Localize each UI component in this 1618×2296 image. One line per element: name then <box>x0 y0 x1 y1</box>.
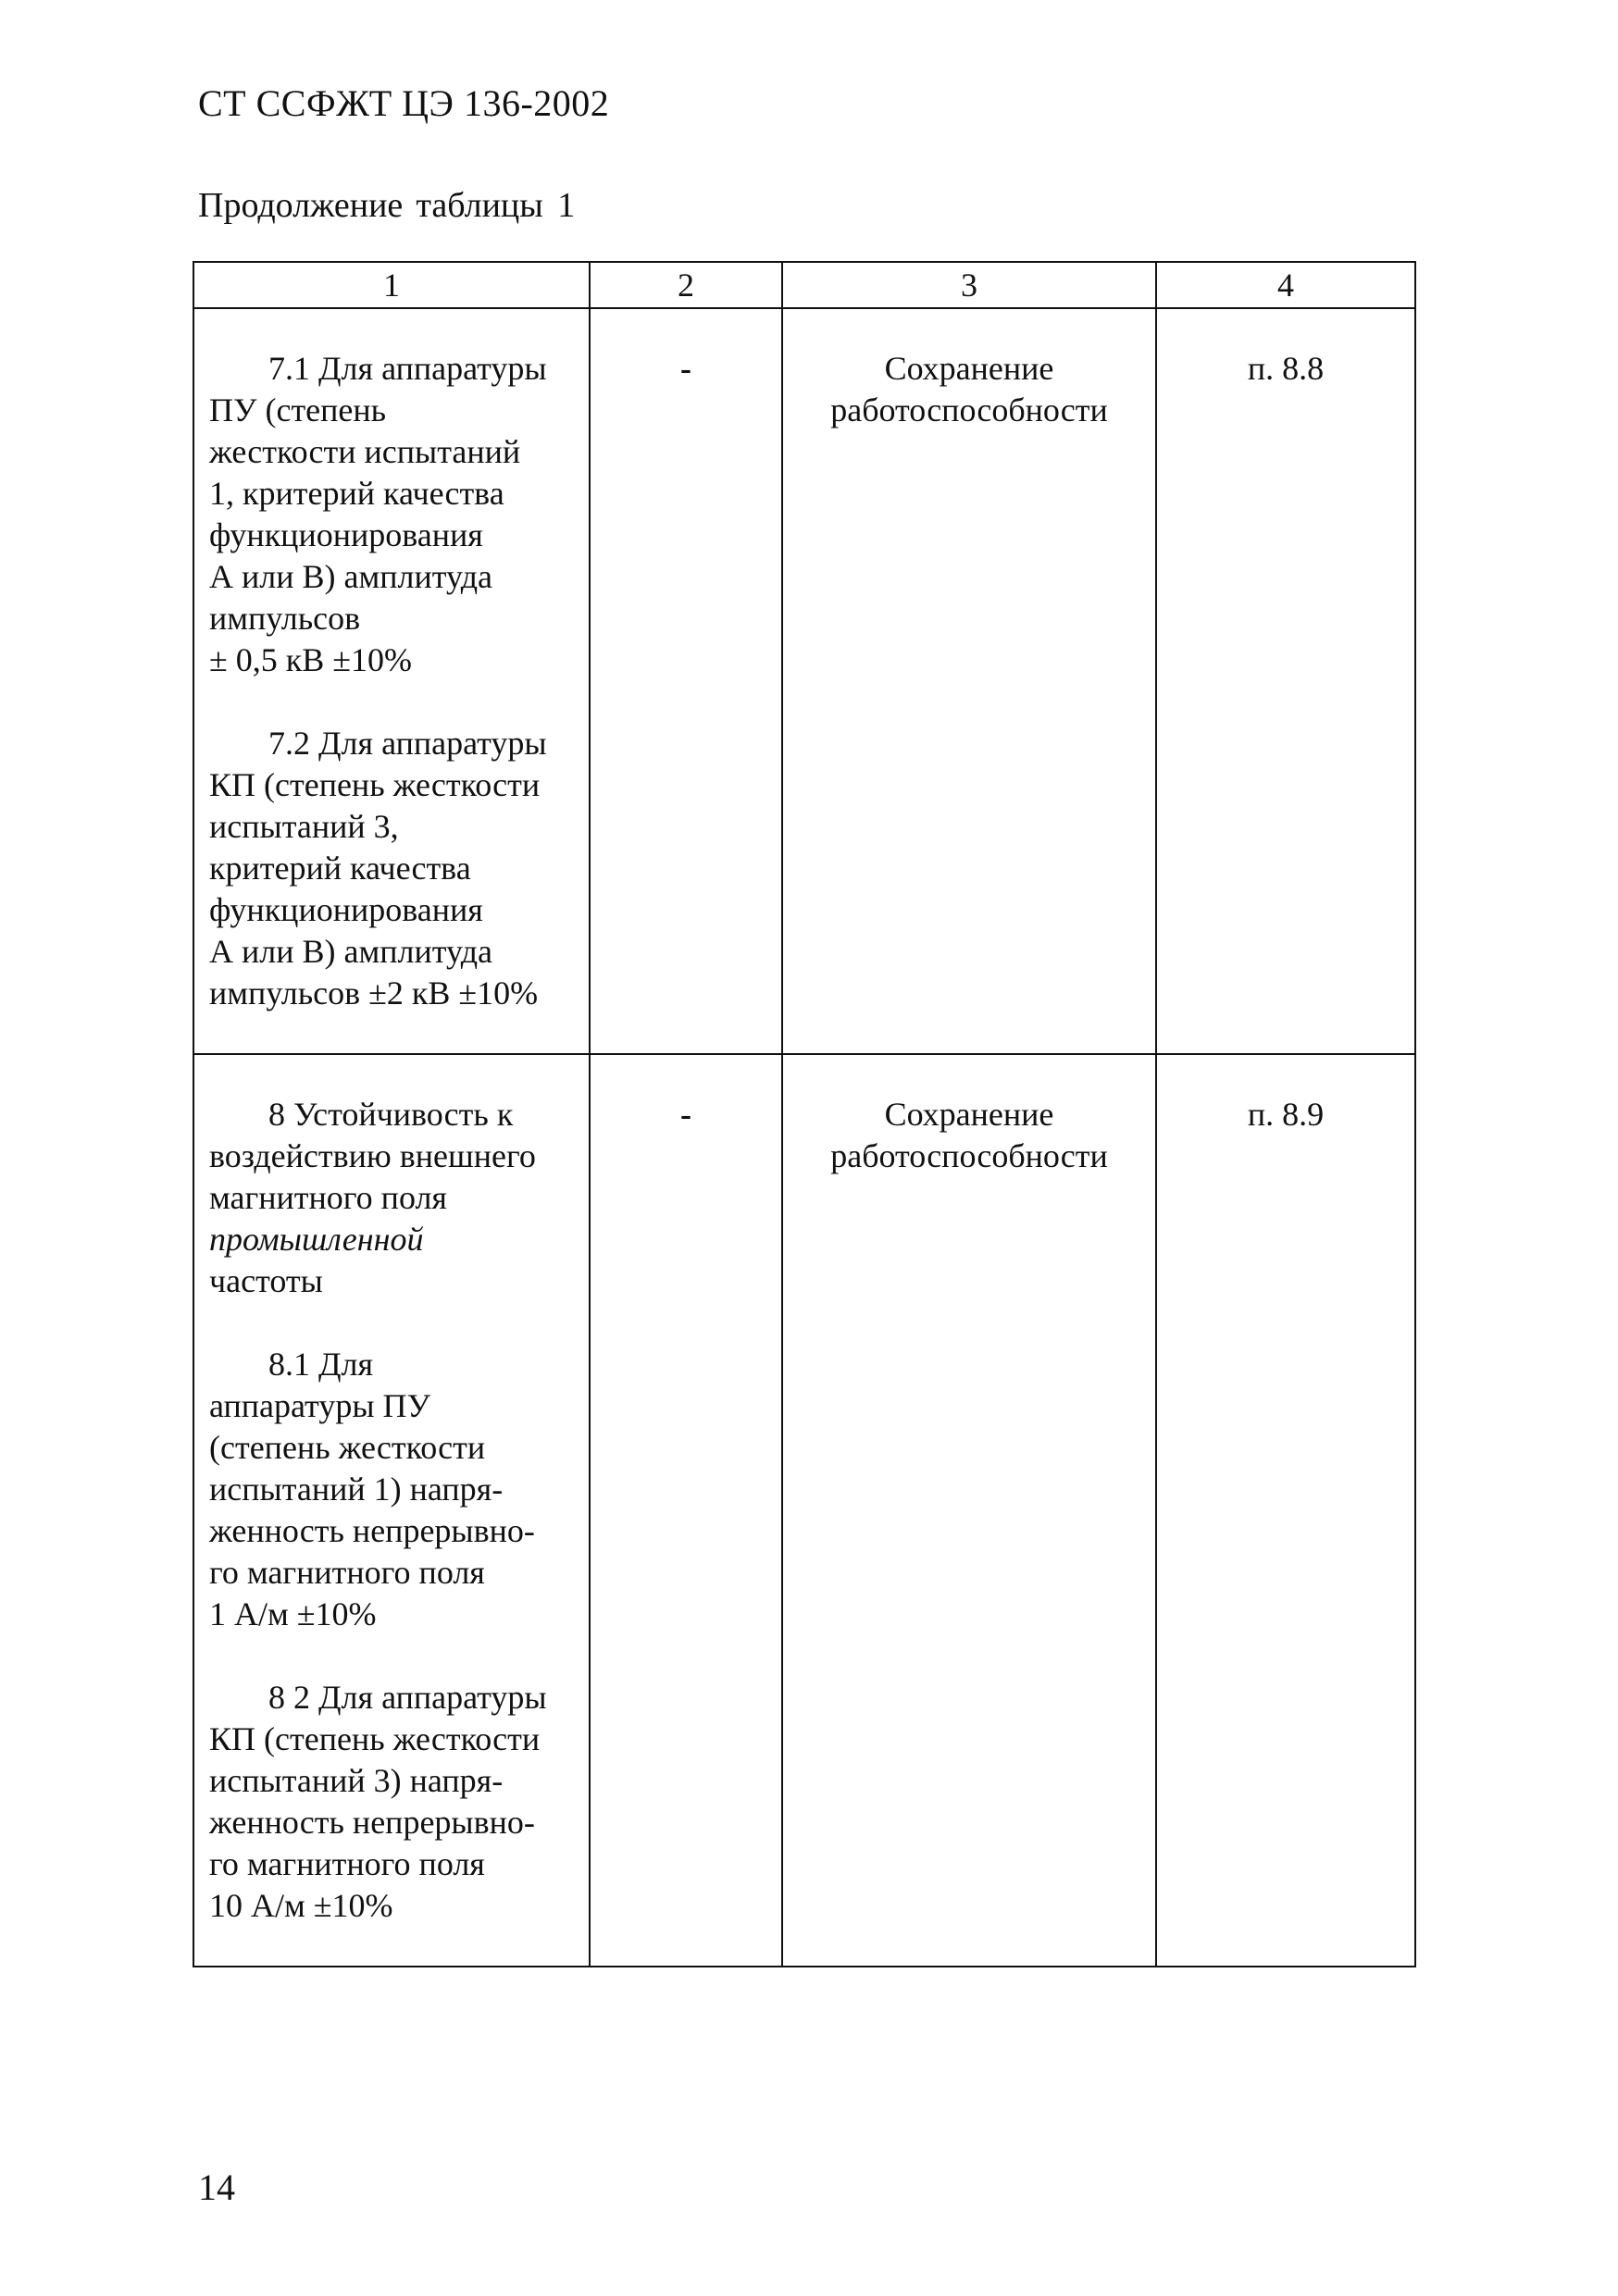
text-line: импульсов <box>209 600 361 637</box>
text-line: критерий качества <box>209 850 471 887</box>
requirement-paragraph-7-2 <box>209 723 576 1014</box>
text-line: го магнитного поля <box>209 1554 485 1591</box>
method-reference-cell <box>1156 308 1415 1054</box>
criterion-cell <box>782 308 1156 1054</box>
text-line: А или В) амплитуда <box>209 933 493 970</box>
requirement-paragraph-8-1 <box>209 1344 576 1635</box>
text-line: аппаратуры ПУ <box>209 1387 430 1424</box>
text-line: женность непрерывно- <box>209 1512 535 1549</box>
text-line: воздействию внешнего <box>209 1137 536 1174</box>
text-line: импульсов ±2 кВ ±10% <box>209 974 539 1011</box>
text-line: 10 А/м ±10% <box>209 1887 393 1924</box>
table-row <box>193 308 1415 1054</box>
table-header-row <box>193 262 1415 308</box>
text-line: 7.1 Для аппаратуры <box>268 350 547 387</box>
criterion-line: Сохранение <box>884 1096 1054 1133</box>
text-line: (степень жесткости <box>209 1429 486 1466</box>
table-row <box>193 1054 1415 1967</box>
text-line: 8 2 Для аппаратуры <box>268 1679 547 1716</box>
text-line: женность непрерывно- <box>209 1804 535 1841</box>
text-line: испытаний 3) напря- <box>209 1762 504 1799</box>
criterion-line: Сохранение <box>884 350 1054 387</box>
text-line: испытаний 1) напря- <box>209 1471 504 1508</box>
text-line: 1 А/м ±10% <box>209 1595 377 1632</box>
method-reference: п. 8.9 <box>1247 1096 1325 1133</box>
text-line: испытаний 3, <box>209 808 399 845</box>
requirement-paragraph-8 <box>209 1094 576 1302</box>
text-line: КП (степень жесткости <box>209 766 541 803</box>
method-reference: п. 8.8 <box>1247 350 1325 387</box>
text-line: 7.2 Для аппаратуры <box>268 725 547 762</box>
text-line: 8 Устойчивость к <box>268 1096 514 1133</box>
text-line: 8.1 Для <box>268 1346 374 1383</box>
text-line: КП (степень жесткости <box>209 1720 541 1757</box>
text-line: жесткости испытаний <box>209 433 521 470</box>
requirement-cell <box>193 1054 590 1967</box>
text-line: частоты <box>209 1262 323 1299</box>
norm-cell <box>590 308 782 1054</box>
method-reference-cell <box>1156 1054 1415 1967</box>
dash-mark: - <box>680 350 691 387</box>
criterion-cell <box>782 1054 1156 1967</box>
caption-continuation: Продолжение <box>198 186 404 225</box>
requirements-table <box>193 261 1416 1967</box>
requirement-paragraph-8-2 <box>209 1677 576 1927</box>
text-line: магнитного поля <box>209 1179 447 1216</box>
table-caption <box>198 185 575 226</box>
text-line: 1, критерий качества <box>209 475 504 512</box>
norm-cell <box>590 1054 782 1967</box>
column-header: 3 <box>782 262 1156 308</box>
column-header: 2 <box>590 262 782 308</box>
document-code: СТ ССФЖТ ЦЭ 136-2002 <box>198 82 610 124</box>
column-header: 1 <box>193 262 590 308</box>
page-number: 14 <box>198 2166 235 2208</box>
text-line: промышленной <box>209 1221 424 1258</box>
column-header: 4 <box>1156 262 1415 308</box>
criterion-line: работоспособности <box>830 391 1108 428</box>
text-line: ± 0,5 кВ ±10% <box>209 641 413 678</box>
text-line: го магнитного поля <box>209 1845 485 1882</box>
criterion-line: работоспособности <box>830 1137 1108 1174</box>
dash-mark: - <box>680 1096 691 1133</box>
requirement-cell <box>193 308 590 1054</box>
text-line: функционирования <box>209 891 483 928</box>
text-line: функционирования <box>209 516 483 553</box>
text-line: ПУ (степень <box>209 391 387 428</box>
caption-table-ref: таблицы 1 <box>416 186 576 225</box>
text-line: А или В) амплитуда <box>209 558 493 595</box>
requirement-paragraph-7-1 <box>209 348 576 681</box>
